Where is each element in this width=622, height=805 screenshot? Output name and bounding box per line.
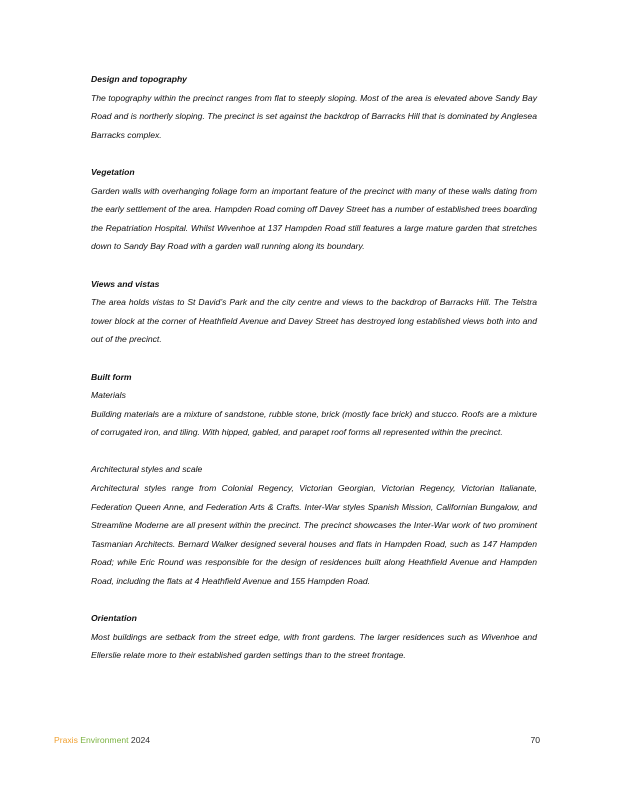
- footer-brand-environment: Environment: [80, 735, 129, 745]
- paragraph-spacer: [91, 442, 537, 461]
- subsection-paragraph-styles: Architectural styles range from Colonial Regency, Victorian Georgian, Victorian Regency, Victorian Italianate, Federation Queen Anne, and Federation Arts & Crafts. Inter-War styles Spanish Mission, Californian Bungalow, and Streamline Moderne are all present within the precinct. The precinct showcases the Inter-War work of two prominent Tasmanian Architects. Bernard Walker designed several houses and flats in Hampden Road, such as 147 Hampden Road; while Eric Round was responsible for the design of residences built along Heathfield Avenue and Hampden Road, including the flats at 4 Heathfield Avenue and 155 Hampden Road.: [91, 483, 537, 587]
- section-paragraph: Most buildings are setback from the street edge, with front gardens. The larger residences such as Wivenhoe and Ellerslie relate more to their established garden settings than to the street frontage.: [91, 631, 537, 661]
- section-heading: Design and topography: [91, 74, 187, 84]
- subsection-heading-materials: Materials: [91, 390, 126, 401]
- page-content: [91, 70, 537, 684]
- subsection-paragraph-materials: Building materials are a mixture of sandstone, rubble stone, brick (mostly face brick) and stucco. Roofs are a mixture of corrugated iron, and tiling. With hipped, gabled, and parapet roof forms all represented within the precinct.: [91, 408, 537, 438]
- page-number: 70: [530, 735, 540, 745]
- section-vegetation: [91, 163, 537, 256]
- section-paragraph: Garden walls with overhanging foliage form an important feature of the precinct with many of these walls dating from the early settlement of the area. Hampden Road coming off Davey Street has a number of established trees boarding the Repatriation Hospital. Whilst Wivenhoe at 137 Hampden Road still features a large mature garden that stretches down to Sandy Bay Road with a garden wall running along its boundary.: [91, 185, 537, 252]
- footer-brand-praxis: Praxis: [54, 735, 78, 745]
- section-views-vistas: [91, 275, 537, 349]
- section-built-form: [91, 368, 537, 591]
- subsection-heading-styles: Architectural styles and scale: [91, 464, 203, 475]
- footer-brand: [54, 733, 150, 747]
- section-design-topography: [91, 70, 537, 144]
- section-heading: Orientation: [91, 613, 137, 624]
- section-heading: Views and vistas: [91, 278, 160, 289]
- section-paragraph: The area holds vistas to St David’s Park and the city centre and views to the backdrop of Barracks Hill. The Telstra tower block at the corner of Heathfield Avenue and Davey Street has destroyed long established views both into and out of the precinct.: [91, 297, 537, 345]
- section-heading: Built form: [91, 371, 132, 382]
- section-heading: Vegetation: [91, 166, 135, 177]
- footer-year: 2024: [130, 735, 151, 745]
- section-orientation: [91, 609, 537, 665]
- section-paragraph: The topography within the precinct ranges from flat to steeply sloping. Most of the area is elevated above Sandy Bay Road and is northerly sloping. The precinct is set against the backdrop of Barracks Hill that is dominated by Anglesea Barracks complex.: [91, 92, 537, 140]
